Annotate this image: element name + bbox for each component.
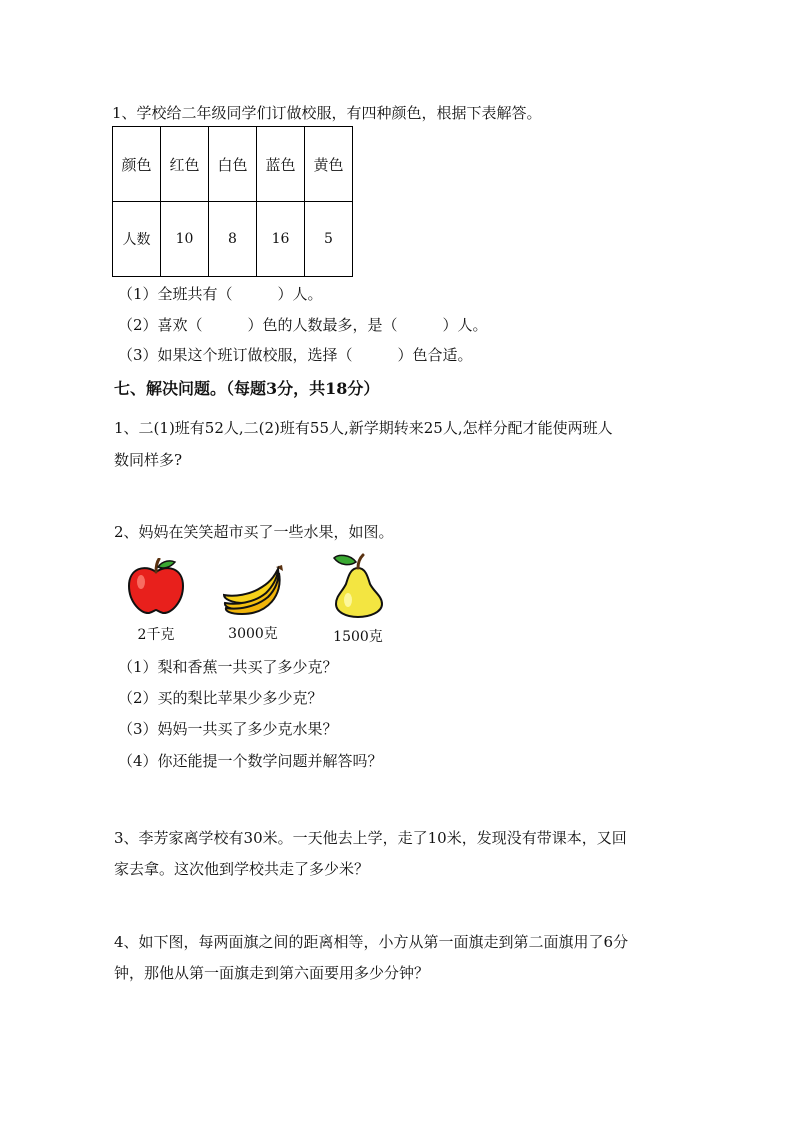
q1-sub-2: （2）喜欢（ ）色的人数最多，是（ ）人。 (118, 316, 488, 334)
q1-sub-3: （3）如果这个班订做校服，选择（ ）色合适。 (118, 346, 473, 364)
p2-sub-1: （1）梨和香蕉一共买了多少克？ (118, 658, 338, 676)
p3-line-2: 家去拿。这次他到学校共走了多少米？ (114, 860, 370, 878)
table-cell: 蓝色 (257, 127, 305, 202)
p4-line-1: 4、如下图，每两面旗之间的距离相等，小方从第一面旗走到第二面旗用了6分 (114, 933, 629, 951)
banana-weight-label: 3000克 (228, 626, 278, 642)
p4-line-2: 钟，那他从第一面旗走到第六面要用多少分钟？ (114, 964, 430, 982)
fruit-apple (124, 558, 188, 644)
p2-sub-3: （3）妈妈一共买了多少克水果？ (118, 720, 338, 738)
table-cell: 10 (161, 202, 209, 277)
fruit-banana (218, 563, 288, 643)
section-heading: 七、解决问题。（每题3分，共18分） (114, 379, 380, 398)
table-row-values (113, 202, 353, 277)
color-count-table (112, 126, 353, 277)
p1-line-1: 1、二(1)班有52人,二(2)班有55人,新学期转来25人,怎样分配才能使两班人 (114, 419, 613, 437)
apple-icon (125, 558, 187, 616)
apple-weight-label: 2千克 (137, 627, 175, 643)
table-cell: 黄色 (305, 127, 353, 202)
fruit-pear (326, 552, 390, 646)
pear-icon (328, 552, 388, 618)
table-row-header (113, 127, 353, 202)
p3-line-1: 3、李芳家离学校有30米。一天他去上学，走了10米，发现没有带课本，又回 (114, 829, 627, 847)
p2-title: 2、妈妈在笑笑超市买了一些水果，如图。 (114, 523, 394, 541)
p2-sub-4: （4）你还能提一个数学问题并解答吗？ (118, 752, 383, 770)
p2-sub-2: （2）买的梨比苹果少多少克？ (118, 689, 323, 707)
table-cell: 颜色 (113, 127, 161, 202)
q1-title: 1、学校给二年级同学们订做校服，有四种颜色，根据下表解答。 (112, 104, 542, 122)
table-cell: 16 (257, 202, 305, 277)
p1-line-2: 数同样多? (114, 451, 183, 469)
q1-sub-1: （1）全班共有（ ）人。 (118, 285, 323, 303)
table-cell: 5 (305, 202, 353, 277)
banana-icon (220, 563, 286, 615)
pear-weight-label: 1500克 (333, 629, 383, 645)
table-cell: 8 (209, 202, 257, 277)
table-cell: 人数 (113, 202, 161, 277)
table-cell: 白色 (209, 127, 257, 202)
table-cell: 红色 (161, 127, 209, 202)
